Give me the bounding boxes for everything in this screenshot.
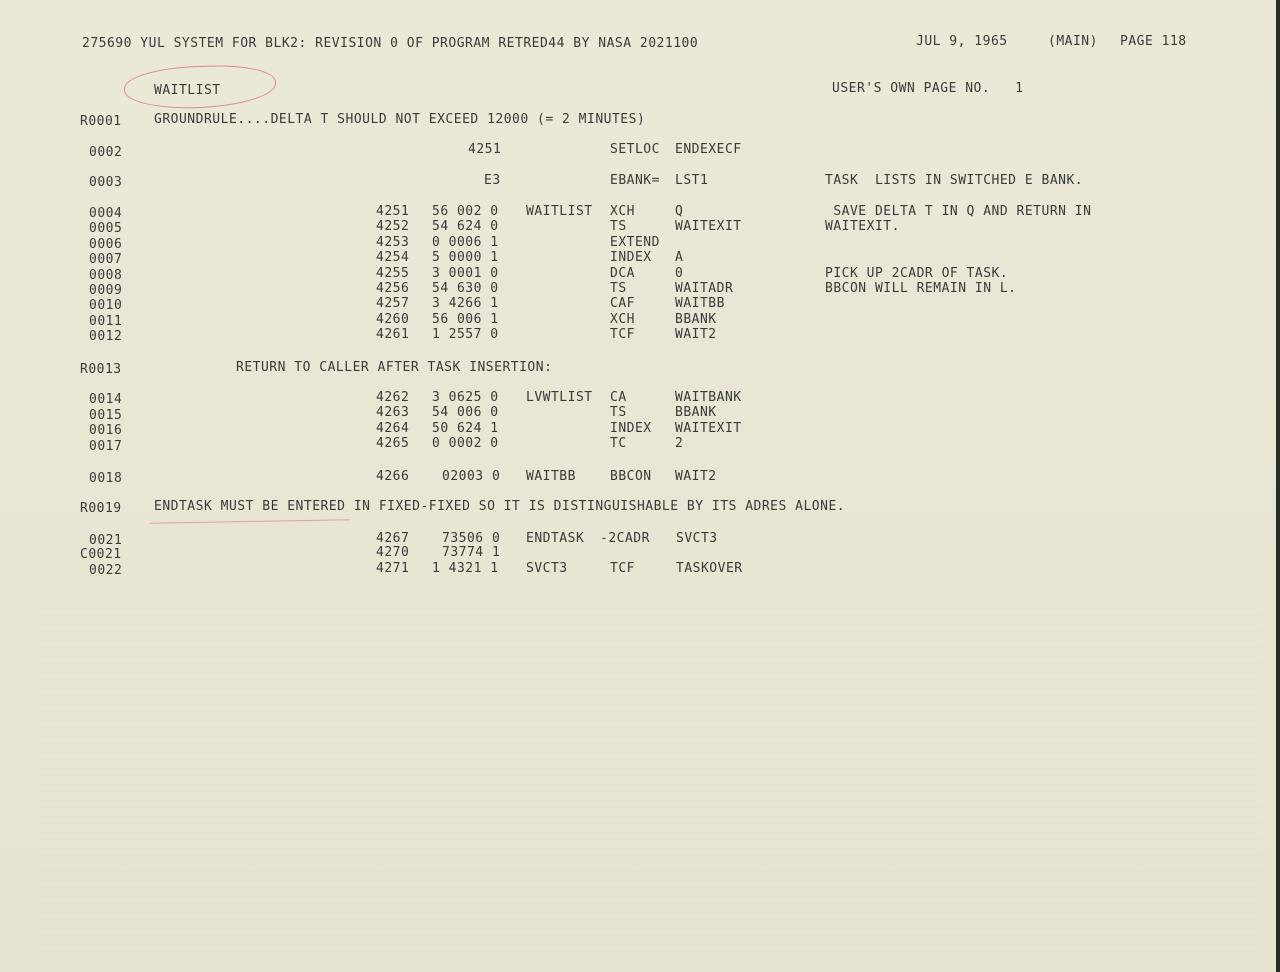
line-number: R0013 — [80, 362, 122, 377]
opcode: DCA — [610, 266, 635, 281]
address: E3 — [484, 173, 501, 188]
line-number: 0017 — [89, 439, 123, 454]
line-number: 0015 — [89, 408, 123, 423]
header-program-line: 275690 YUL SYSTEM FOR BLK2: REVISION 0 OF PROGRAM RETRED44 BY NASA 2021100 — [82, 36, 699, 51]
comment-line: GROUNDRULE....DELTA T SHOULD NOT EXCEED 12000 (= 2 MINUTES) — [154, 112, 646, 127]
opcode: TCF — [610, 561, 635, 576]
opcode: CA — [610, 390, 627, 405]
header-main: (MAIN) — [1048, 34, 1098, 49]
address: 4261 — [376, 327, 410, 342]
line-number: 0003 — [89, 175, 123, 190]
address: 4262 — [376, 390, 410, 405]
address: 4265 — [376, 436, 410, 451]
address: 4260 — [376, 312, 410, 327]
opcode: BBCON — [610, 469, 652, 484]
machine-code: 3 0625 0 — [432, 390, 499, 405]
operand: WAIT2 — [675, 327, 717, 342]
machine-code: 0 0006 1 — [432, 235, 499, 250]
machine-code: 73774 1 — [442, 545, 501, 560]
machine-code: 54 006 0 — [432, 405, 499, 420]
label: WAITBB — [526, 469, 576, 484]
machine-code: 02003 0 — [442, 469, 501, 484]
line-number: 0011 — [89, 314, 123, 329]
opcode: XCH — [610, 204, 635, 219]
address: 4255 — [376, 266, 410, 281]
opcode: SETLOC — [610, 142, 660, 157]
opcode: TS — [610, 281, 627, 296]
operand: LST1 — [675, 173, 709, 188]
operand: BBANK — [675, 312, 717, 327]
line-number: 0008 — [89, 268, 123, 283]
opcode: INDEX — [610, 421, 652, 436]
comment: BBCON WILL REMAIN IN L. — [825, 281, 1017, 296]
comment: SAVE DELTA T IN Q AND RETURN IN — [825, 204, 1092, 219]
label: SVCT3 — [526, 561, 568, 576]
label: WAITLIST — [526, 204, 593, 219]
opcode: CAF — [610, 296, 635, 311]
line-number: 0004 — [89, 206, 123, 221]
comment-line: RETURN TO CALLER AFTER TASK INSERTION: — [236, 360, 553, 375]
line-number: 0002 — [89, 145, 123, 160]
address: 4270 — [376, 545, 410, 560]
operand: WAITADR — [675, 281, 734, 296]
machine-code: 1 4321 1 — [432, 561, 499, 576]
machine-code: 3 0001 0 — [432, 266, 499, 281]
operand: A — [675, 250, 684, 265]
comment: PICK UP 2CADR OF TASK. — [825, 266, 1009, 281]
label: ENDTASK — [526, 531, 585, 546]
scan-edge — [1276, 0, 1280, 972]
operand: BBANK — [675, 405, 717, 420]
header-date: JUL 9, 1965 — [916, 34, 1008, 49]
address: 4251 — [376, 204, 410, 219]
operand: TASKOVER — [676, 561, 743, 576]
address: 4264 — [376, 421, 410, 436]
users-page-number: USER'S OWN PAGE NO. 1 — [832, 81, 1024, 96]
bleed-through-texture — [40, 600, 1260, 960]
opcode: XCH — [610, 312, 635, 327]
machine-code: 54 630 0 — [432, 281, 499, 296]
operand: 2 — [675, 436, 684, 451]
line-number: R0019 — [80, 501, 122, 516]
address: 4254 — [376, 250, 410, 265]
line-number: 0014 — [89, 392, 123, 407]
header-page: PAGE 118 — [1120, 34, 1187, 49]
address: 4266 — [376, 469, 410, 484]
machine-code: 50 624 1 — [432, 421, 499, 436]
address: 4257 — [376, 296, 410, 311]
opcode: TS — [610, 219, 627, 234]
machine-code: 1 2557 0 — [432, 327, 499, 342]
machine-code: 56 006 1 — [432, 312, 499, 327]
address: 4263 — [376, 405, 410, 420]
operand: WAITEXIT — [675, 219, 742, 234]
line-number: R0001 — [80, 114, 122, 129]
operand: Q — [675, 204, 684, 219]
opcode: -2CADR — [600, 531, 650, 546]
machine-code: 3 4266 1 — [432, 296, 499, 311]
section-title: WAITLIST — [154, 83, 221, 98]
address: 4256 — [376, 281, 410, 296]
label: LVWTLIST — [526, 390, 593, 405]
line-number: 0007 — [89, 252, 123, 267]
line-number: C0021 — [80, 547, 122, 562]
opcode: TC — [610, 436, 627, 451]
line-number: 0005 — [89, 221, 123, 236]
operand: SVCT3 — [676, 531, 718, 546]
opcode: INDEX — [610, 250, 652, 265]
line-number: 0022 — [89, 563, 123, 578]
address: 4253 — [376, 235, 410, 250]
address: 4251 — [468, 142, 502, 157]
machine-code: 0 0002 0 — [432, 436, 499, 451]
opcode: TCF — [610, 327, 635, 342]
line-number: 0010 — [89, 298, 123, 313]
line-number: 0021 — [89, 533, 123, 548]
comment: TASK LISTS IN SWITCHED E BANK. — [825, 173, 1084, 188]
machine-code: 56 002 0 — [432, 204, 499, 219]
opcode: EXTEND — [610, 235, 660, 250]
line-number: 0018 — [89, 471, 123, 486]
opcode: EBANK= — [610, 173, 660, 188]
line-number: 0006 — [89, 237, 123, 252]
machine-code: 54 624 0 — [432, 219, 499, 234]
address: 4271 — [376, 561, 410, 576]
machine-code: 5 0000 1 — [432, 250, 499, 265]
line-number: 0012 — [89, 329, 123, 344]
line-number: 0016 — [89, 423, 123, 438]
comment-line: ENDTASK MUST BE ENTERED IN FIXED-FIXED SO IT IS DISTINGUISHABLE BY ITS ADRES ALONE. — [154, 499, 846, 514]
comment: WAITEXIT. — [825, 219, 900, 234]
address: 4267 — [376, 531, 410, 546]
operand: WAIT2 — [675, 469, 717, 484]
machine-code: 73506 0 — [442, 531, 501, 546]
operand: WAITBANK — [675, 390, 742, 405]
address: 4252 — [376, 219, 410, 234]
line-number: 0009 — [89, 283, 123, 298]
opcode: TS — [610, 405, 627, 420]
operand: WAITBB — [675, 296, 725, 311]
operand: WAITEXIT — [675, 421, 742, 436]
operand: 0 — [675, 266, 684, 281]
operand: ENDEXECF — [675, 142, 742, 157]
